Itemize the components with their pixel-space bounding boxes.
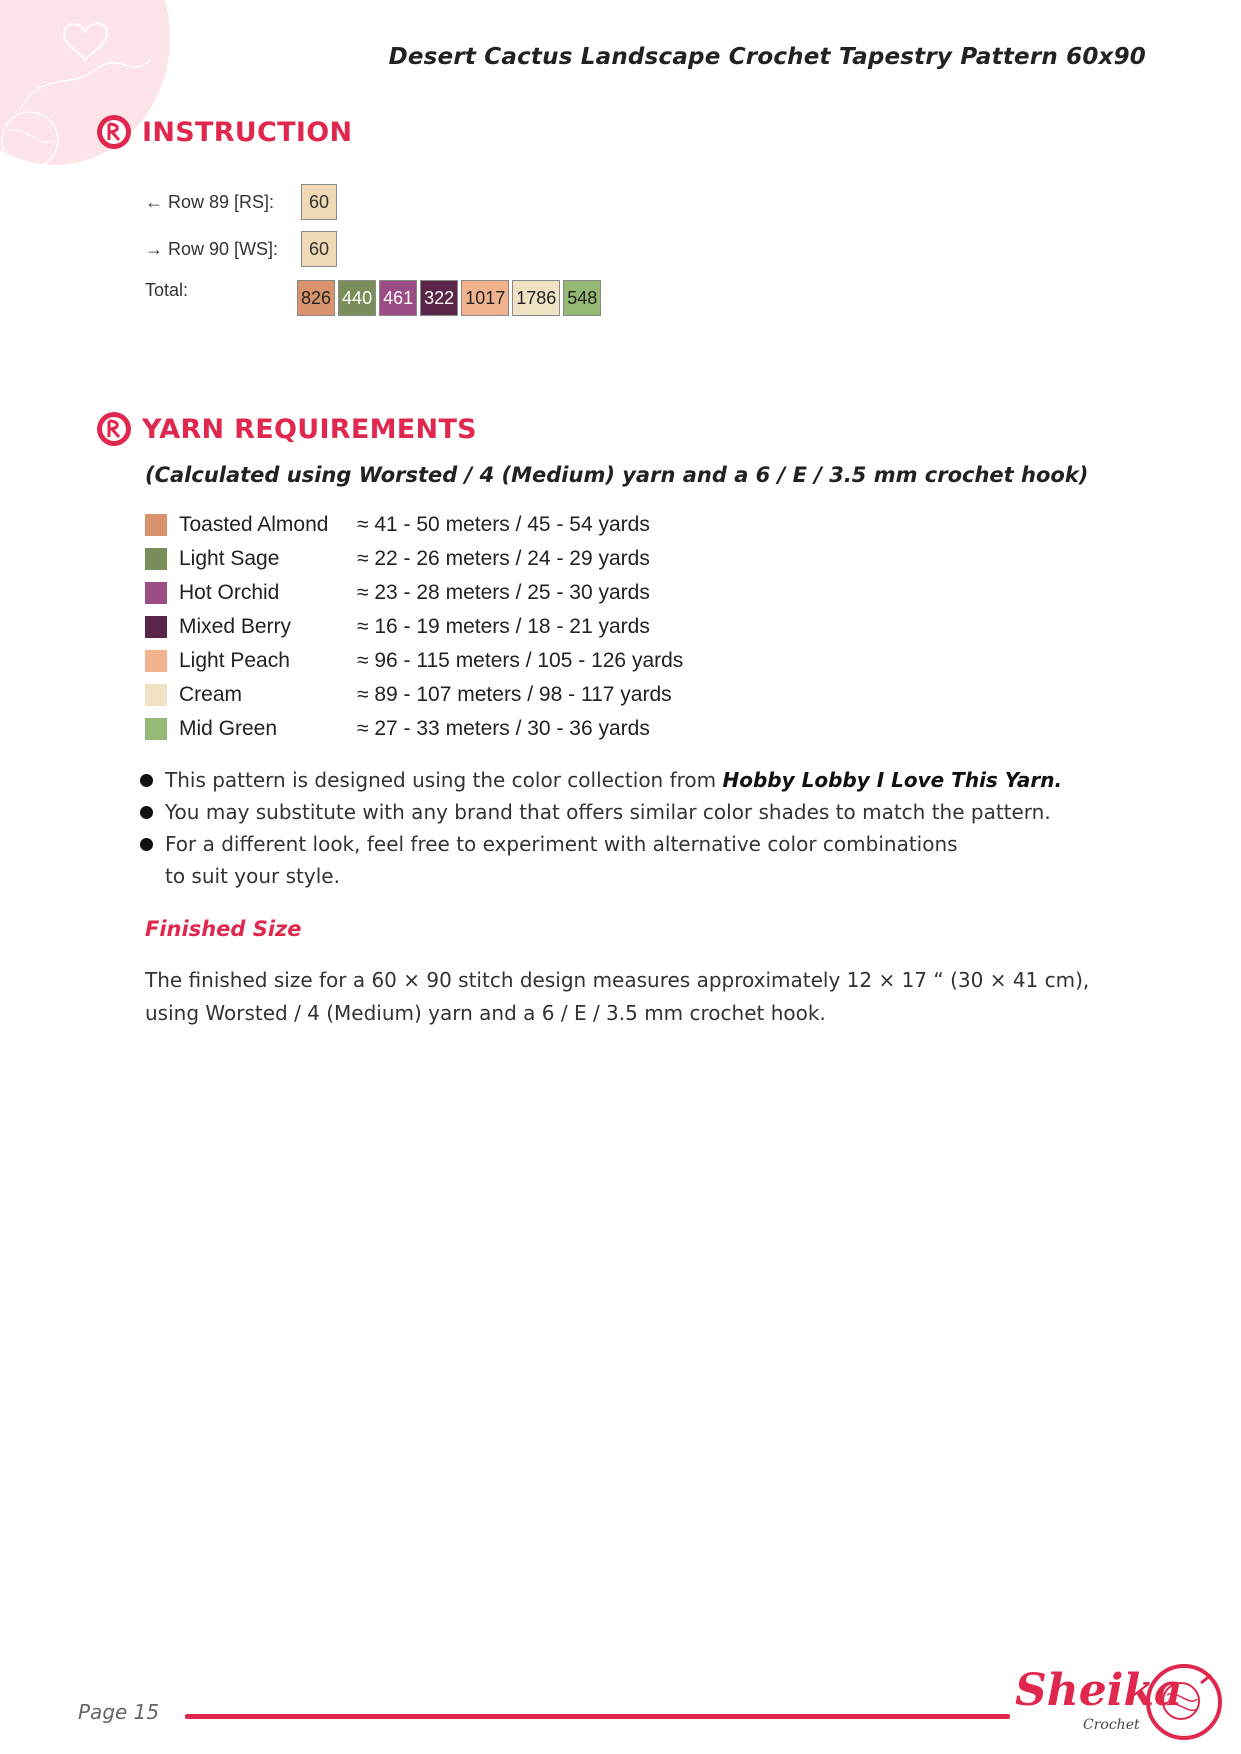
- document-title: Desert Cactus Landscape Crochet Tapestry Pattern 60x90: [388, 44, 1146, 70]
- bullet-icon: [140, 806, 153, 819]
- list-item: [140, 764, 1140, 796]
- yarn-amount: ≈ 22 - 26 meters / 24 - 29 yards: [357, 547, 650, 570]
- bullet-icon: [140, 774, 153, 787]
- total-cell: 548: [563, 280, 601, 316]
- yarn-amount: ≈ 96 - 115 meters / 105 - 126 yards: [357, 649, 684, 672]
- yarn-name: Light Sage: [179, 547, 280, 570]
- yarn-name: Cream: [179, 683, 243, 706]
- total-cell: 1786: [512, 280, 560, 316]
- yarn-amount: ≈ 27 - 33 meters / 30 - 36 yards: [357, 717, 650, 740]
- yarn-amount: ≈ 89 - 107 meters / 98 - 117 yards: [357, 683, 672, 706]
- yarn-amount: ≈ 23 - 28 meters / 25 - 30 yards: [357, 581, 650, 604]
- yarn-name: Mid Green: [179, 717, 278, 740]
- yarn-header: [96, 411, 477, 447]
- yarn-item: [145, 610, 683, 644]
- color-swatch: [145, 650, 167, 672]
- yarn-item: [145, 712, 683, 746]
- color-swatch: [145, 582, 167, 604]
- note-text: to suit your style.: [165, 864, 340, 888]
- yarn-amount: ≈ 16 - 19 meters / 18 - 21 yards: [357, 615, 650, 638]
- yarn-subtitle: (Calculated using Worsted / 4 (Medium) yarn and a 6 / E / 3.5 mm crochet hook): [145, 463, 1089, 487]
- total-cell: 826: [297, 280, 335, 316]
- stitch-count-cell: 60: [301, 231, 337, 267]
- color-swatch: [145, 684, 167, 706]
- finished-size-title: Finished Size: [145, 917, 302, 941]
- row-label: ← Row 89 [RS]:: [145, 191, 275, 212]
- brand-logo: [1015, 1655, 1225, 1750]
- yarn-title: YARN REQUIREMENTS: [142, 413, 477, 445]
- bullet-icon: [140, 838, 153, 851]
- brand-icon: [96, 411, 132, 447]
- stitch-count-cell: 60: [301, 184, 337, 220]
- list-item: [140, 828, 1140, 892]
- row-90: [145, 231, 340, 267]
- list-item: [140, 796, 1140, 828]
- yarn-item: [145, 576, 683, 610]
- logo-subtext: Crochet: [1083, 1717, 1140, 1733]
- total-cell: 1017: [461, 280, 509, 316]
- brand-icon: [96, 114, 132, 150]
- note-text: This pattern is designed using the color collection from: [165, 768, 723, 792]
- total-row: [145, 280, 604, 316]
- yarn-name: Hot Orchid: [179, 581, 280, 604]
- color-swatch: [145, 548, 167, 570]
- yarn-item: [145, 542, 683, 576]
- total-cell: 440: [338, 280, 376, 316]
- finished-line: The finished size for a 60 × 90 stitch design measures approximately 12 × 17 “ (30 × 41 cm),: [145, 968, 1090, 992]
- yarn-item: [145, 508, 683, 542]
- yarn-amount: ≈ 41 - 50 meters / 45 - 54 yards: [357, 513, 650, 536]
- finished-size-text: [145, 964, 1145, 1030]
- note-brand: Hobby Lobby I Love This Yarn.: [722, 768, 1063, 792]
- note-text: You may substitute with any brand that offers similar color shades to match the pattern.: [165, 800, 1051, 824]
- total-cell: 461: [379, 280, 417, 316]
- color-swatch: [145, 718, 167, 740]
- color-swatch: [145, 616, 167, 638]
- yarn-name: Mixed Berry: [179, 615, 292, 638]
- total-label: Total:: [145, 280, 189, 300]
- yarn-list: [145, 508, 683, 746]
- yarn-item: [145, 678, 683, 712]
- instruction-title: INSTRUCTION: [142, 116, 353, 148]
- yarn-name: Toasted Almond: [179, 513, 329, 536]
- yarn-item: [145, 644, 683, 678]
- total-cells: [297, 280, 604, 316]
- page-number: Page 15: [78, 1700, 160, 1724]
- note-text: For a different look, feel free to experiment with alternative color combinations: [165, 832, 958, 856]
- color-swatch: [145, 514, 167, 536]
- logo-text: Sheika: [1015, 1665, 1183, 1716]
- total-cell: 322: [420, 280, 458, 316]
- finished-line: using Worsted / 4 (Medium) yarn and a 6 / E / 3.5 mm crochet hook.: [145, 1001, 826, 1025]
- row-label: → Row 90 [WS]:: [145, 238, 279, 259]
- notes-list: [140, 764, 1140, 892]
- footer-divider: [185, 1714, 1010, 1719]
- yarn-name: Light Peach: [179, 649, 290, 672]
- instruction-header: [96, 114, 352, 150]
- row-89: [145, 184, 340, 220]
